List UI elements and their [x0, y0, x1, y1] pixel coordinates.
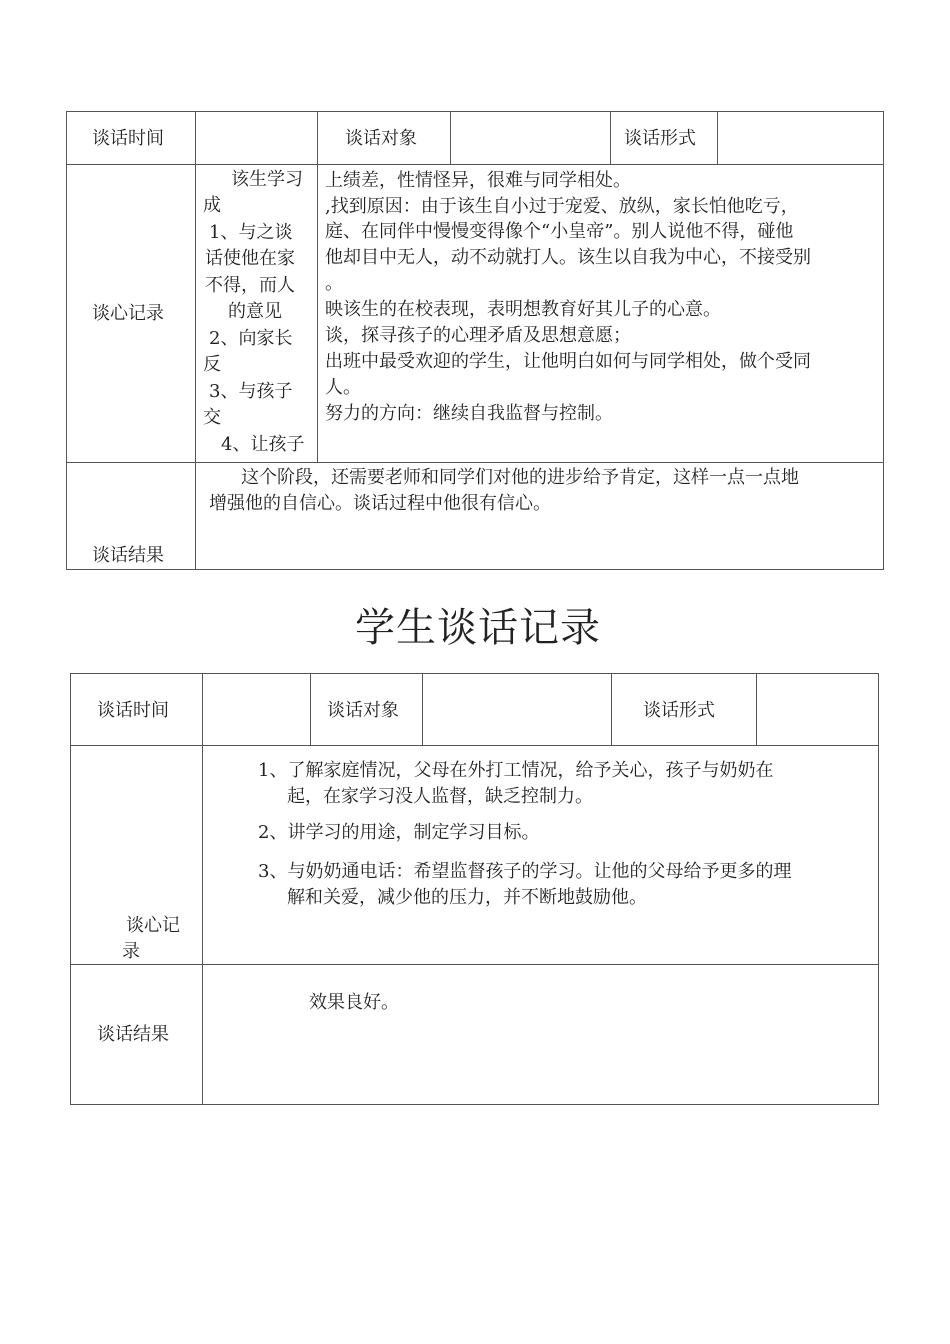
- table-1-row-divider: [66, 164, 884, 165]
- record-left-line: 交: [203, 407, 221, 428]
- talk-result-label: 谈话结果: [92, 545, 164, 566]
- talk-record-label: 谈心记录: [92, 303, 164, 324]
- result-text: 效果良好。: [309, 992, 399, 1013]
- record-right-line: 出班中最受欢迎的学生，让他明白如何与同学相处，做个受同: [325, 351, 811, 372]
- table-1-col-divider: [317, 111, 318, 462]
- record-left-line: 的意见: [228, 301, 282, 322]
- talk-form-label: 谈话形式: [643, 700, 715, 721]
- table-2-row-divider: [70, 964, 879, 965]
- record-right-line: 映该生的在校表现，表明想教育好其儿子的心意。: [325, 299, 721, 320]
- table-1-row-divider: [66, 462, 884, 463]
- record-left-line: 2、向家长: [209, 328, 293, 349]
- record-right-line: 。: [325, 273, 343, 294]
- record-left-line: 1、与之谈: [209, 222, 293, 243]
- talk-target-label: 谈话对象: [345, 128, 417, 149]
- talk-record-label-wrap: 录: [122, 941, 140, 962]
- record-left-line: 4、让孩子: [221, 434, 305, 455]
- record-item: 1、了解家庭情况，父母在外打工情况，给予关心，孩子与奶奶在: [258, 760, 774, 781]
- result-text-line: 增强他的自信心。谈话过程中他很有信心。: [209, 493, 551, 514]
- talk-time-value[interactable]: [203, 674, 309, 745]
- page-title: 学生谈话记录: [355, 605, 601, 651]
- record-left-line: 3、与孩子: [209, 381, 293, 402]
- record-left-line: 该生学习: [231, 169, 303, 190]
- talk-target-label: 谈话对象: [327, 700, 399, 721]
- record-right-line: 他却目中无人，动不动就打人。该生以自我为中心，不接受别: [325, 247, 811, 268]
- talk-time-label: 谈话时间: [92, 128, 164, 149]
- table-2-col-divider: [611, 673, 612, 745]
- record-left-line: 不得，而人: [205, 275, 295, 296]
- talk-form-label: 谈话形式: [624, 128, 696, 149]
- result-text-line: 这个阶段，还需要老师和同学们对他的进步给予肯定，这样一点一点地: [241, 467, 799, 488]
- record-right-line: 谈，探寻孩子的心理矛盾及思想意愿；: [325, 325, 631, 346]
- record-right-line: 努力的方向：继续自我监督与控制。: [325, 403, 613, 424]
- record-right-line: 庭、在同伴中慢慢变得像个“小皇帝”。别人说他不得，碰他: [325, 221, 794, 242]
- table-2-row-divider: [70, 745, 879, 746]
- talk-form-value[interactable]: [718, 112, 883, 164]
- talk-result-label: 谈话结果: [97, 1024, 169, 1045]
- record-item-wrap: 解和关爱，减少他的压力，并不断地鼓励他。: [287, 887, 647, 908]
- record-right-line: 人。: [325, 377, 361, 398]
- table-1-col-divider: [195, 111, 196, 570]
- talk-time-label: 谈话时间: [97, 700, 169, 721]
- record-item: 2、讲学习的用途，制定学习目标。: [258, 822, 540, 843]
- talk-target-value[interactable]: [423, 674, 610, 745]
- record-left-line: 反: [203, 354, 221, 375]
- table-2-col-divider: [310, 673, 311, 745]
- record-item-wrap: 起，在家学习没人监督，缺乏控制力。: [287, 786, 593, 807]
- record-left-line: 成: [203, 195, 221, 216]
- talk-record-label: 谈心记: [126, 915, 180, 936]
- talk-time-value[interactable]: [196, 112, 316, 164]
- talk-form-value[interactable]: [757, 674, 878, 745]
- record-left-line: 话使他在家: [205, 248, 295, 269]
- record-right-line: 上绩差，性情怪异，很难与同学相处。: [325, 170, 631, 191]
- table-1-col-divider: [610, 111, 611, 164]
- talk-target-value[interactable]: [451, 112, 609, 164]
- record-item: 3、与奶奶通电话：希望监督孩子的学习。让他的父母给予更多的理: [258, 861, 792, 882]
- record-right-line: ,找到原因：由于该生自小过于宠爱、放纵，家长怕他吃亏，: [325, 196, 799, 217]
